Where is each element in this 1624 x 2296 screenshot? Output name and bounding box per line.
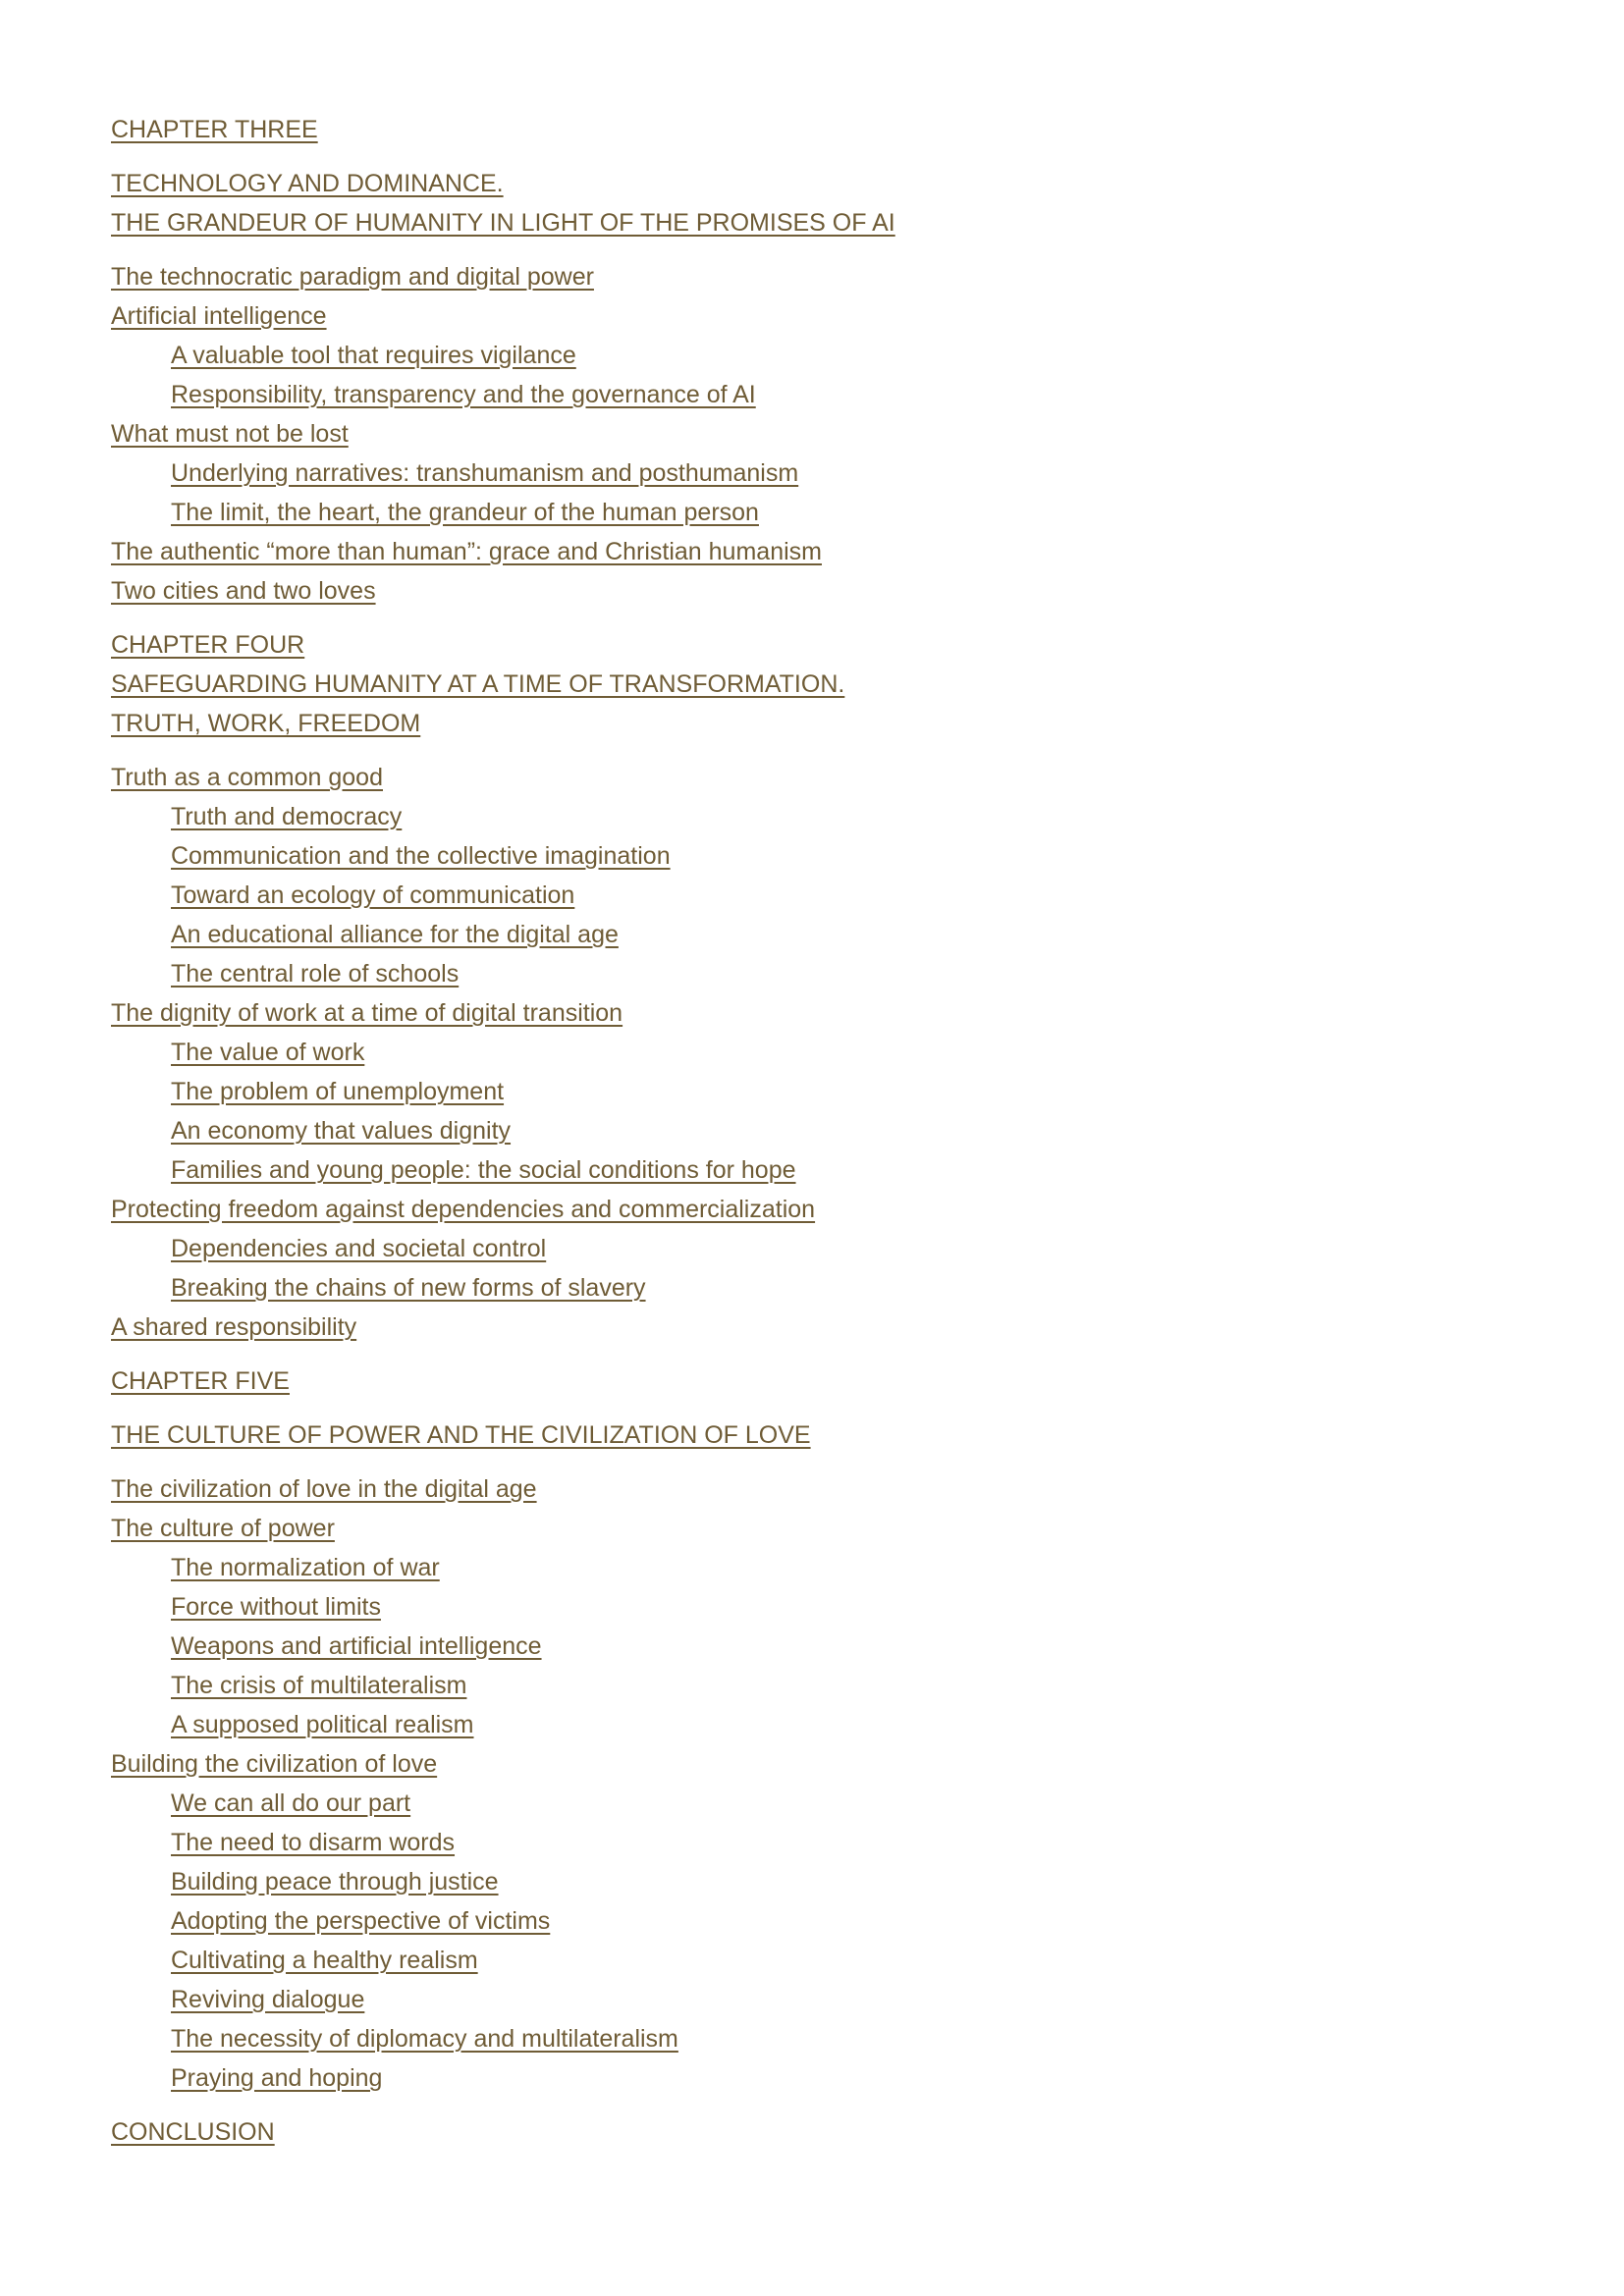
toc-entry[interactable]: Artificial intelligence (111, 302, 327, 330)
toc-entry[interactable]: CHAPTER THREE (111, 116, 318, 143)
toc-subentry[interactable]: Families and young people: the social conditions for hope (171, 1156, 796, 1184)
toc-entry[interactable]: The culture of power (111, 1515, 335, 1542)
toc-entry[interactable]: TECHNOLOGY AND DOMINANCE. (111, 170, 504, 197)
toc-entry[interactable]: The dignity of work at a time of digital transition (111, 999, 623, 1027)
toc-entry[interactable]: THE CULTURE OF POWER AND THE CIVILIZATION OF LOVE (111, 1421, 811, 1449)
toc-subentry[interactable]: A valuable tool that requires vigilance (171, 342, 576, 369)
toc-subentry[interactable]: The normalization of war (171, 1554, 440, 1581)
toc-entry[interactable]: The civilization of love in the digital age (111, 1475, 537, 1503)
table-of-contents (111, 110, 1535, 2152)
toc-subentry[interactable]: Force without limits (171, 1593, 381, 1621)
toc-subentry[interactable]: Weapons and artificial intelligence (171, 1632, 542, 1660)
toc-subentry[interactable]: Reviving dialogue (171, 1986, 365, 2013)
toc-subentry[interactable]: Underlying narratives: transhumanism and posthumanism (171, 459, 799, 487)
toc-subentry[interactable]: An educational alliance for the digital age (171, 921, 619, 948)
toc-subentry[interactable]: Toward an ecology of communication (171, 881, 575, 909)
toc-entry[interactable]: The technocratic paradigm and digital power (111, 263, 594, 291)
toc-subentry[interactable]: The central role of schools (171, 960, 460, 988)
toc-entry[interactable]: Two cities and two loves (111, 577, 376, 605)
toc-subentry[interactable]: Truth and democracy (171, 803, 403, 830)
toc-entry[interactable]: CONCLUSION (111, 2118, 275, 2146)
toc-subentry[interactable]: The necessity of diplomacy and multilateralism (171, 2025, 678, 2053)
toc-entry[interactable]: SAFEGUARDING HUMANITY AT A TIME OF TRANSFORMATION. (111, 670, 845, 698)
toc-entry[interactable]: Truth as a common good (111, 764, 383, 791)
toc-entry[interactable]: CHAPTER FOUR (111, 631, 305, 659)
toc-subentry[interactable]: The crisis of multilateralism (171, 1672, 467, 1699)
toc-entry[interactable]: CHAPTER FIVE (111, 1367, 290, 1395)
toc-subentry[interactable]: The limit, the heart, the grandeur of the human person (171, 499, 759, 526)
toc-subentry[interactable]: Building peace through justice (171, 1868, 499, 1896)
toc-subentry[interactable]: The problem of unemployment (171, 1078, 505, 1105)
toc-entry[interactable]: TRUTH, WORK, FREEDOM (111, 710, 421, 737)
toc-entry[interactable]: Protecting freedom against dependencies and commercialization (111, 1196, 816, 1223)
toc-subentry[interactable]: The need to disarm words (171, 1829, 456, 1856)
toc-entry[interactable]: A shared responsibility (111, 1313, 357, 1341)
toc-subentry[interactable]: Communication and the collective imagination (171, 842, 671, 870)
toc-entry[interactable]: THE GRANDEUR OF HUMANITY IN LIGHT OF THE PROMISES OF AI (111, 209, 895, 237)
toc-entry[interactable]: What must not be lost (111, 420, 349, 448)
toc-subentry[interactable]: Cultivating a healthy realism (171, 1947, 478, 1974)
toc-entry[interactable]: Building the civilization of love (111, 1750, 438, 1778)
toc-subentry[interactable]: Breaking the chains of new forms of slavery (171, 1274, 646, 1302)
toc-entry[interactable]: The authentic “more than human”: grace and Christian humanism (111, 538, 822, 565)
toc-subentry[interactable]: Responsibility, transparency and the governance of AI (171, 381, 756, 408)
toc-subentry[interactable]: A supposed political realism (171, 1711, 474, 1738)
toc-subentry[interactable]: The value of work (171, 1039, 365, 1066)
toc-subentry[interactable]: Adopting the perspective of victims (171, 1907, 551, 1935)
toc-subentry[interactable]: An economy that values dignity (171, 1117, 512, 1145)
toc-subentry[interactable]: Dependencies and societal control (171, 1235, 547, 1262)
toc-subentry[interactable]: Praying and hoping (171, 2064, 383, 2092)
toc-subentry[interactable]: We can all do our part (171, 1789, 411, 1817)
